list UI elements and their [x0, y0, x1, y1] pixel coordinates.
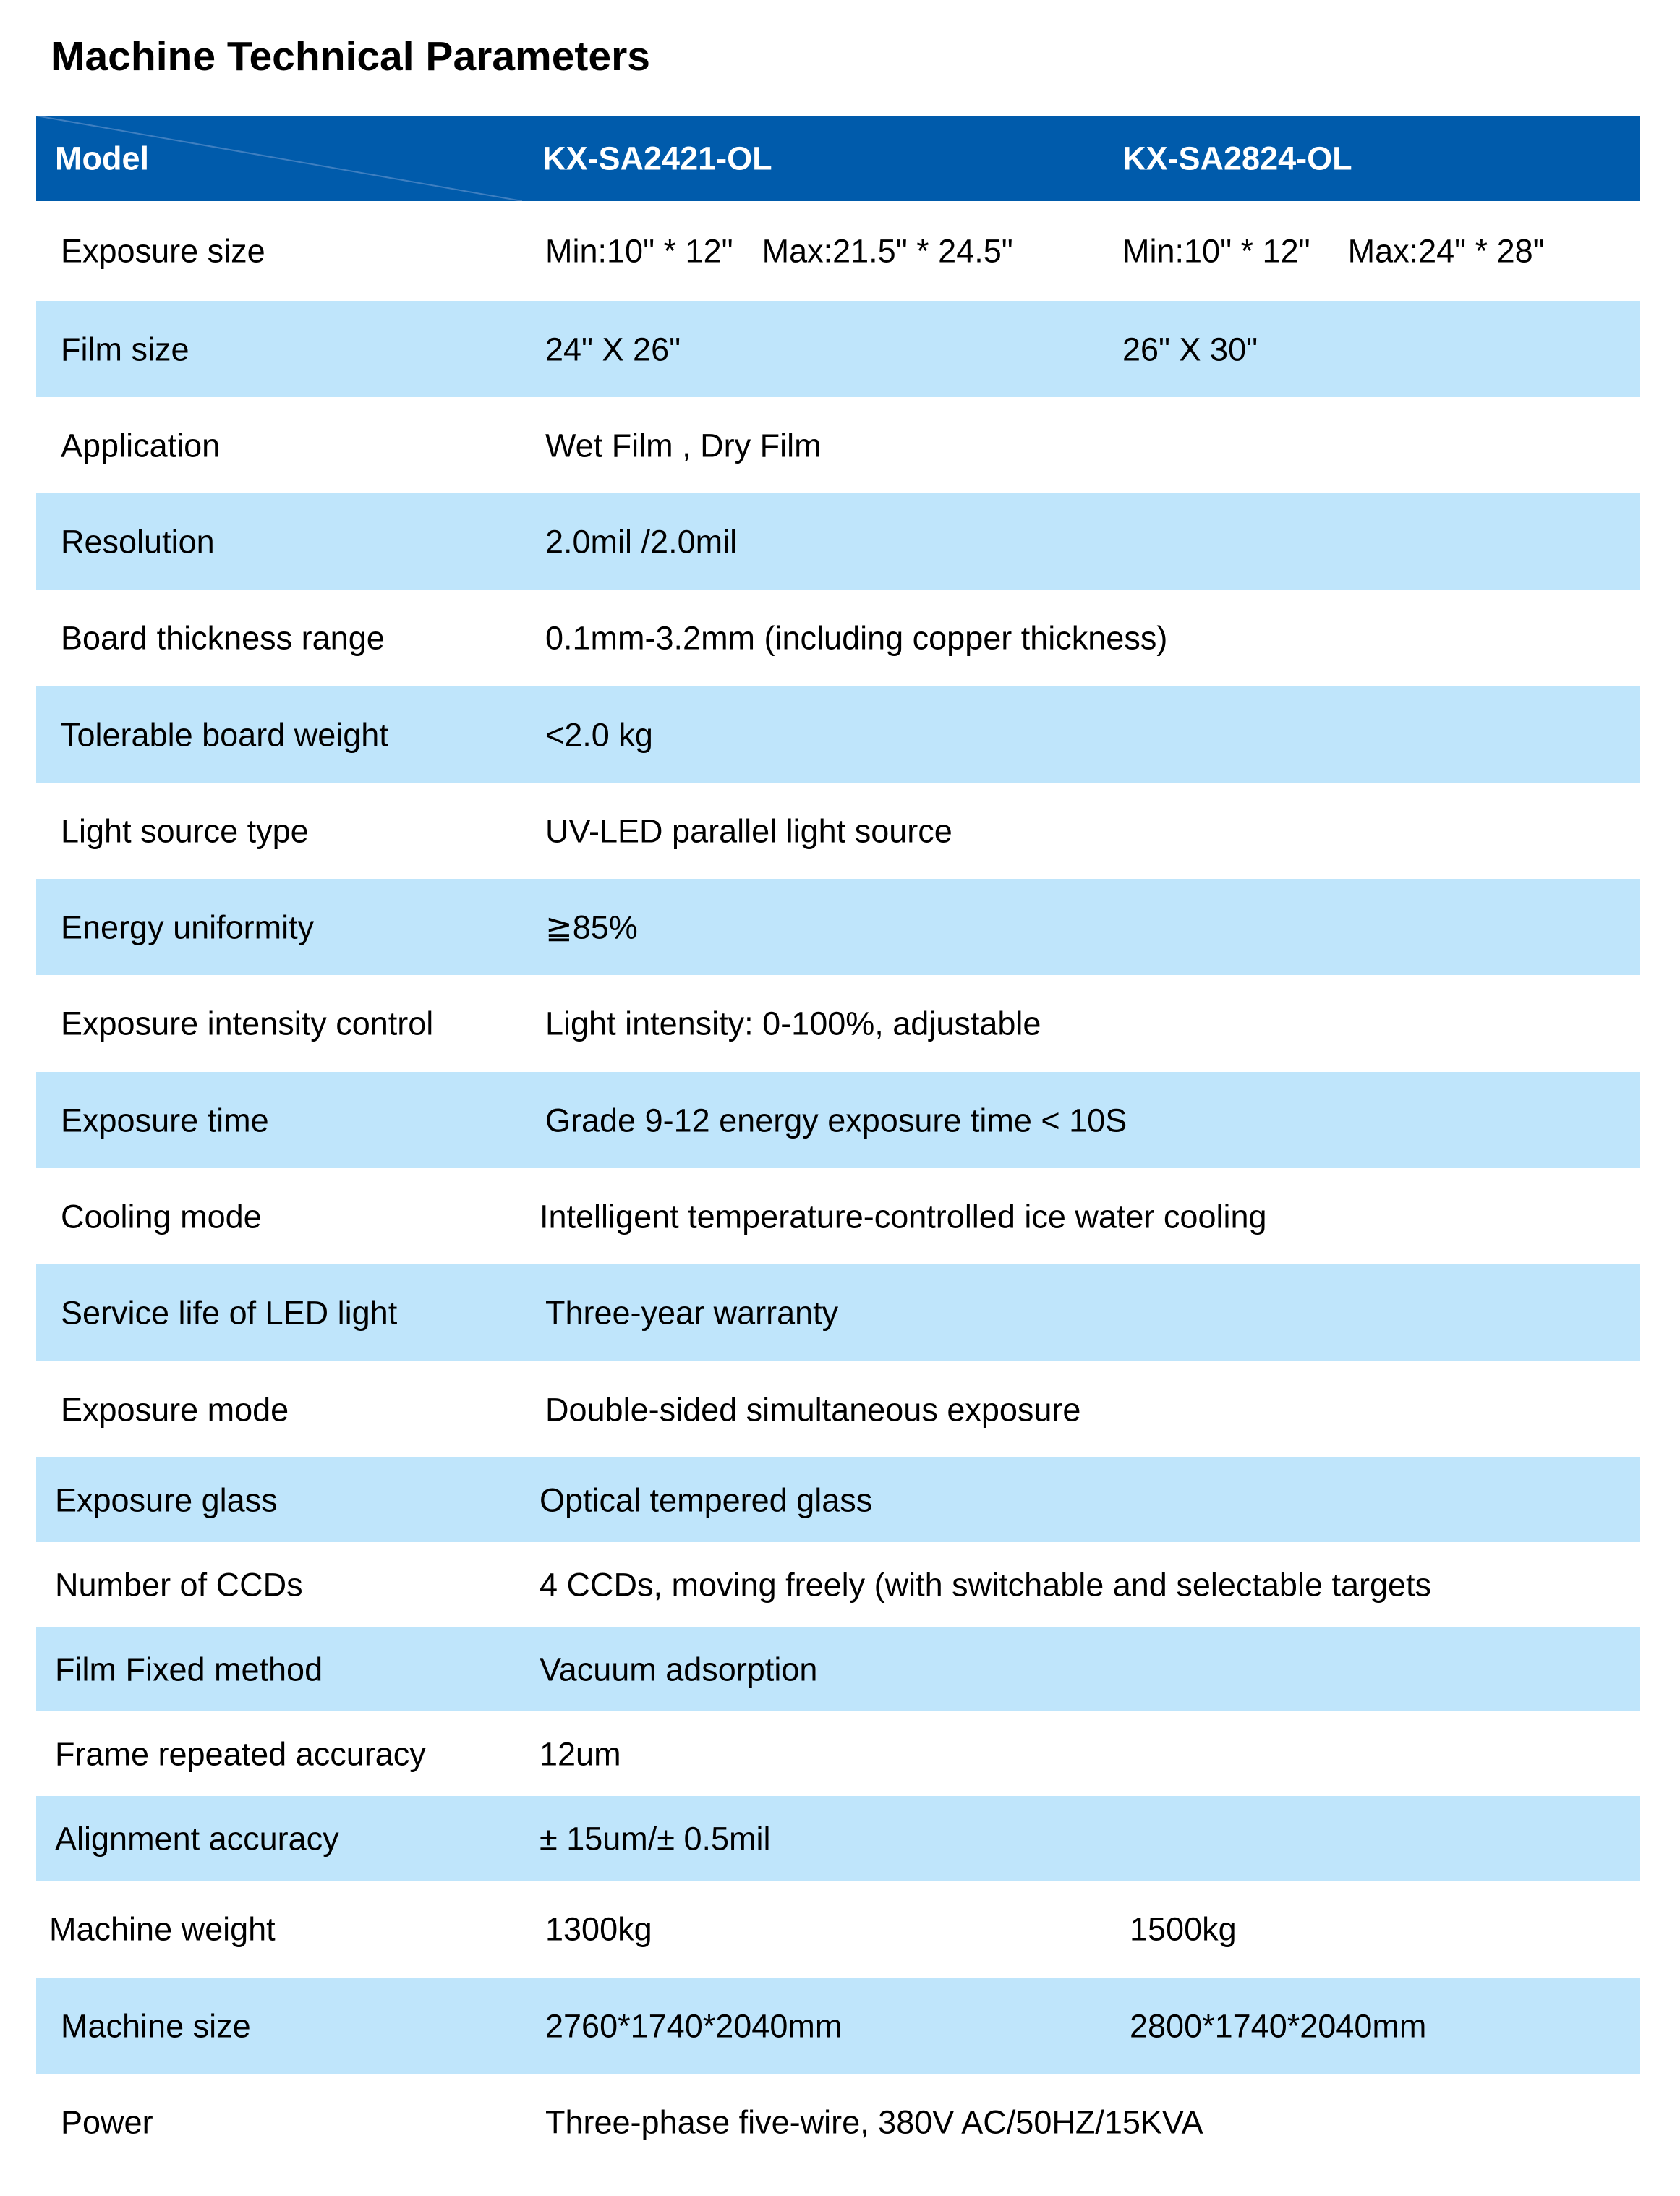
row-value-model-2: 26" X 30" [1122, 331, 1258, 367]
table-row [36, 301, 1640, 397]
row-value-model-1 [545, 232, 1013, 270]
exposure-min-1: Min:10" * 12" [545, 232, 733, 270]
table-row [36, 1881, 1640, 1978]
exposure-min-2: Min:10" * 12" [1122, 232, 1310, 270]
row-label: Application [61, 427, 221, 464]
row-value-model-1: 24" X 26" [545, 331, 681, 367]
header-model-2: KX-SA2824-OL [1122, 140, 1352, 177]
spec-table [36, 116, 1640, 2170]
table-row [36, 1796, 1640, 1881]
row-value: 2.0mil /2.0mil [545, 523, 738, 560]
exposure-max-1: Max:21.5" * 24.5" [762, 232, 1013, 270]
table-row [36, 201, 1640, 301]
row-value: 12um [540, 1735, 621, 1772]
row-value: Optical tempered glass [540, 1481, 873, 1518]
table-row [36, 1627, 1640, 1711]
table-row [36, 1542, 1640, 1627]
row-label: Alignment accuracy [55, 1820, 339, 1857]
table-row [36, 1072, 1640, 1168]
row-label: Resolution [61, 523, 215, 560]
row-value: Wet Film , Dry Film [545, 427, 822, 464]
table-row [36, 686, 1640, 783]
row-value: Three-phase five-wire, 380V AC/50HZ/15KVA [545, 2103, 1203, 2140]
row-label: Energy uniformity [61, 908, 315, 945]
table-row [36, 1264, 1640, 1361]
table-row [36, 879, 1640, 975]
row-value: Grade 9-12 energy exposure time < 10S [545, 1102, 1127, 1139]
row-value: Double-sided simultaneous exposure [545, 1391, 1081, 1428]
header-model-1: KX-SA2421-OL [542, 140, 772, 177]
row-value: Light intensity: 0-100%, adjustable [545, 1005, 1041, 1042]
table-row [36, 783, 1640, 879]
exposure-max-2: Max:24" * 28" [1347, 232, 1545, 270]
row-label: Light source type [61, 812, 309, 849]
table-row [36, 2074, 1640, 2170]
table-row [36, 1978, 1640, 2074]
row-value: Vacuum adsorption [540, 1651, 818, 1688]
row-value: Three-year warranty [545, 1294, 839, 1332]
table-row [36, 1457, 1640, 1542]
table-row [36, 1361, 1640, 1457]
row-value-model-1: 1300kg [545, 1910, 652, 1948]
row-label: Board thickness range [61, 619, 385, 657]
row-value-model-2 [1122, 232, 1545, 270]
table-row [36, 590, 1640, 686]
row-value-model-2: 2800*1740*2040mm [1130, 2007, 1427, 2044]
row-label: Tolerable board weight [61, 716, 388, 753]
row-value-model-1: 2760*1740*2040mm [545, 2007, 843, 2044]
table-header-row [36, 116, 1640, 201]
row-label: Exposure mode [61, 1391, 289, 1428]
table-row [36, 397, 1640, 493]
row-label: Service life of LED light [61, 1294, 398, 1332]
row-label: Film Fixed method [55, 1651, 323, 1688]
row-label: Machine size [61, 2007, 251, 2044]
row-value: 4 CCDs, moving freely (with switchable and selectable targets [540, 1566, 1432, 1603]
row-label: Power [61, 2103, 153, 2140]
table-row [36, 975, 1640, 1072]
row-value: ≧85% [545, 908, 638, 945]
row-label: Cooling mode [61, 1198, 262, 1235]
row-value: ± 15um/± 0.5mil [540, 1820, 771, 1857]
row-label: Frame repeated accuracy [55, 1735, 426, 1772]
row-label: Exposure glass [55, 1481, 278, 1518]
row-label: Exposure size [61, 232, 265, 270]
row-label: Film size [61, 331, 189, 367]
row-value: 0.1mm-3.2mm (including copper thickness) [545, 619, 1168, 657]
header-model-label: Model [55, 140, 149, 177]
row-value: Intelligent temperature-controlled ice water cooling [540, 1198, 1267, 1235]
row-label: Number of CCDs [55, 1566, 303, 1603]
table-row [36, 1711, 1640, 1796]
row-value: <2.0 kg [545, 716, 653, 753]
row-label: Exposure time [61, 1102, 269, 1139]
table-row [36, 1168, 1640, 1264]
row-value: UV-LED parallel light source [545, 812, 952, 849]
row-label: Exposure intensity control [61, 1005, 434, 1042]
page-title: Machine Technical Parameters [51, 33, 650, 80]
row-label: Machine weight [49, 1910, 276, 1948]
row-value-model-2: 1500kg [1130, 1910, 1237, 1948]
table-row [36, 493, 1640, 590]
